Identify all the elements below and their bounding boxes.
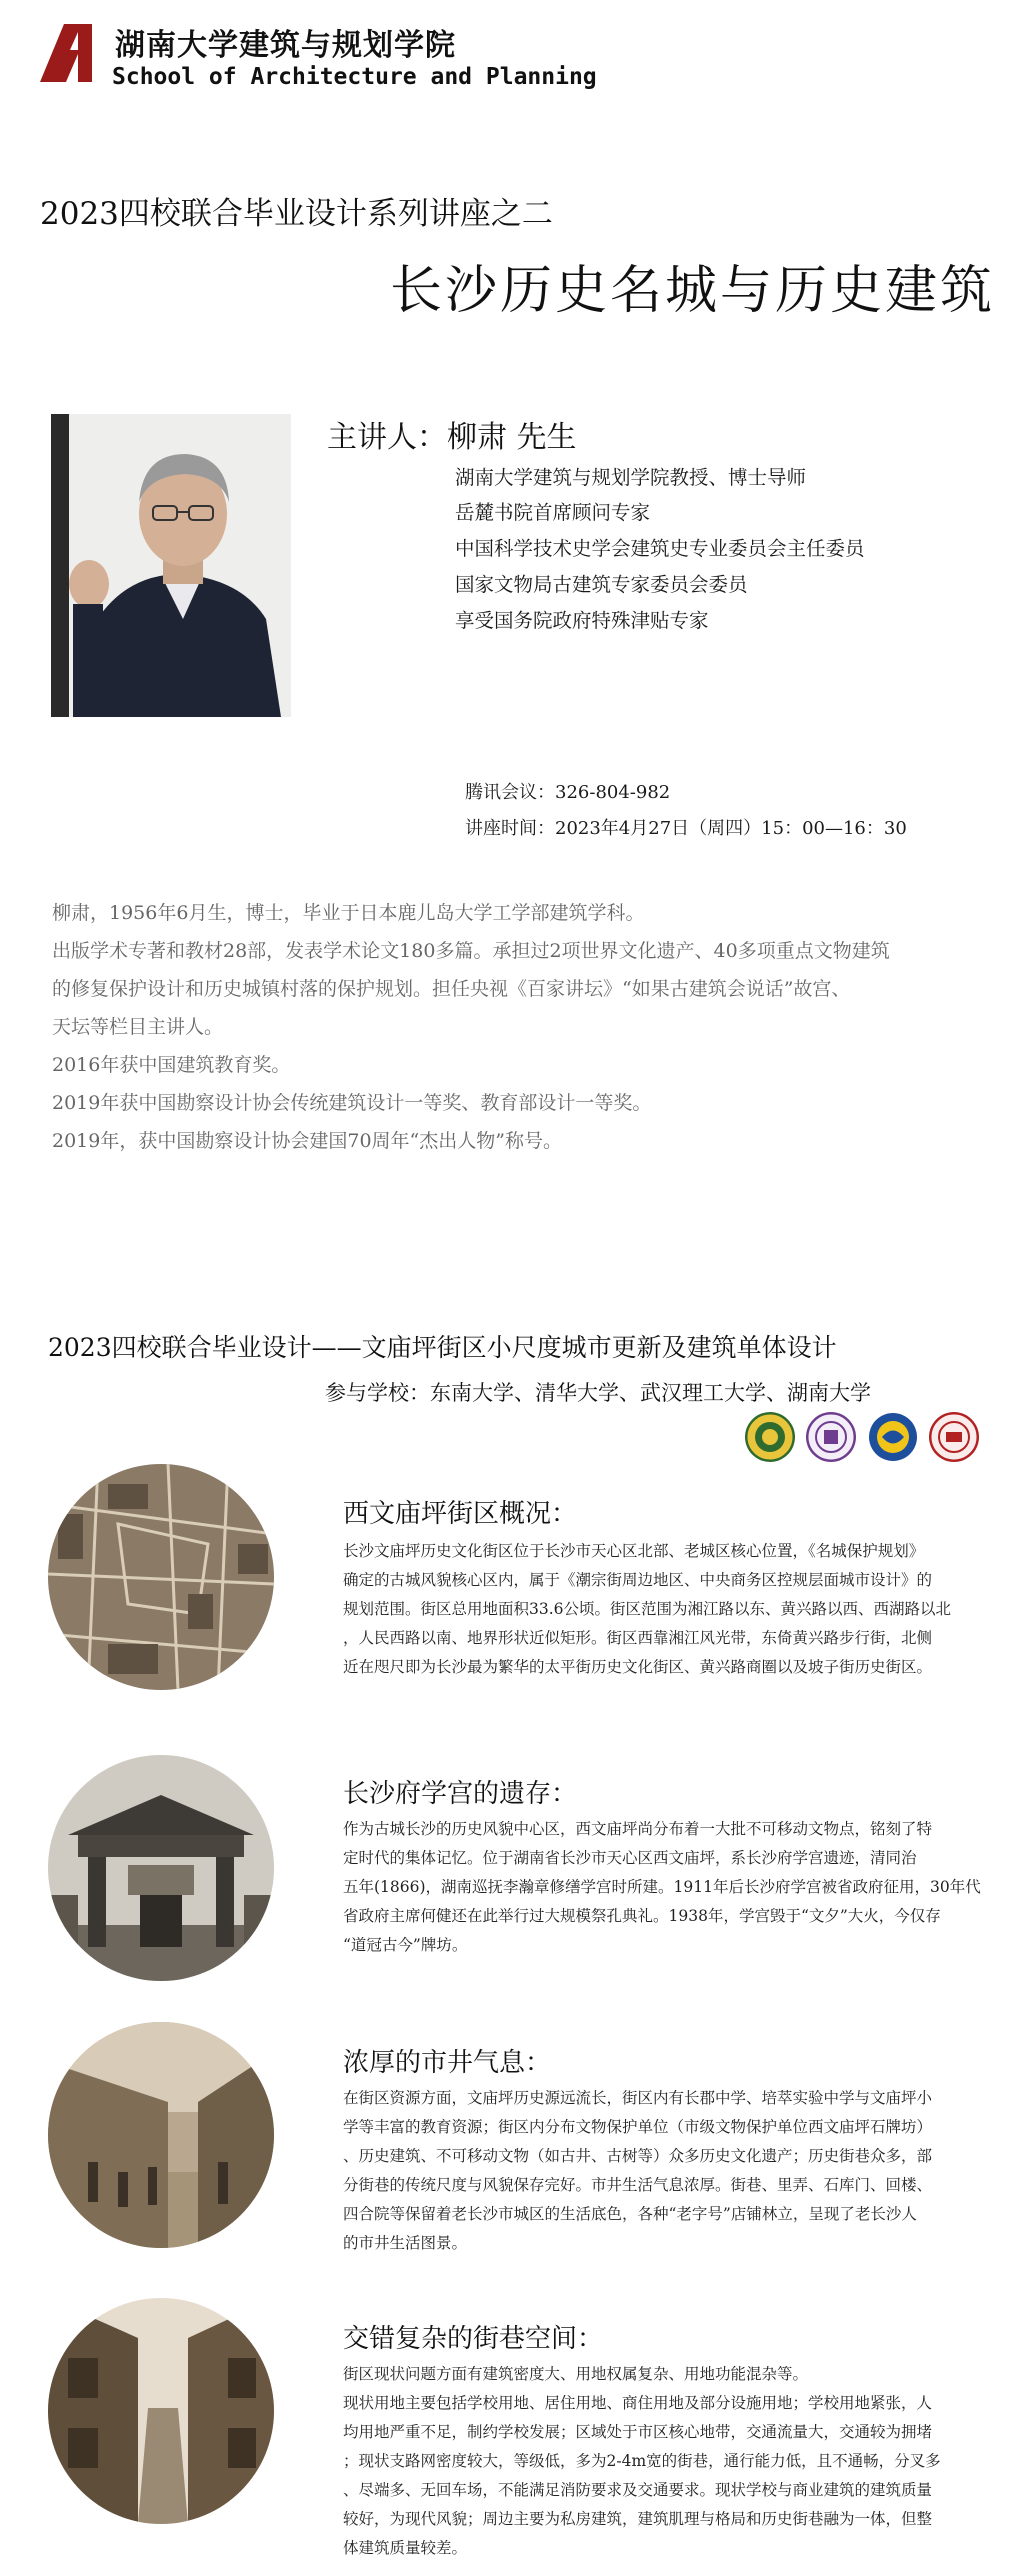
school-name-en: School of Architecture and Planning [112,64,597,90]
university-emblem-icon [745,1412,795,1462]
section-body [343,2360,983,2563]
section-line: 街区现状问题方面有建筑密度大、用地权属复杂、用地功能混杂等。 [343,2365,809,2383]
university-emblem-icon [806,1412,856,1462]
section-body [343,1537,983,1682]
memorial-archway-image [48,1755,274,1981]
section-line: 的市井生活图景。 [343,2234,468,2252]
section-title: 浓厚的市井气息： [343,2048,552,2078]
bio-line: 的修复保护设计和历史城镇村落的保护规划。担任央视《百家讲坛》“如果古建筑会说话”故宫、 [52,978,851,1000]
speaker-name: 主讲人：柳肃 先生 [327,420,577,455]
section-line: ，人民西路以南、地界形状近似矩形。街区西靠湘江风光带，东倚黄兴路步行街，北侧 [343,1629,933,1647]
section-line: ；现状支路网密度较大，等级低，多为2-4m宽的街巷，通行能力低，且不通畅，分叉多 [343,2452,941,2470]
credential-item: 湖南大学建筑与规划学院教授、博士导师 [455,466,807,489]
bio-line: 柳肃，1956年6月生，博士，毕业于日本鹿儿岛大学工学部建筑学科。 [52,902,645,924]
section-title: 长沙府学宫的遗存： [343,1779,578,1809]
participating-schools: 参与学校：东南大学、清华大学、武汉理工大学、湖南大学 [325,1381,871,1405]
speaker-photo [51,414,291,717]
school-name-cn: 湖南大学建筑与规划学院 [115,28,456,63]
section-line: 定时代的集体记忆。位于湖南省长沙市天心区西文庙坪，系长沙府学宫遗迹，清同治 [343,1849,917,1867]
lecture-title: 长沙历史名城与历史建筑 [390,261,996,321]
section-title: 交错复杂的街巷空间： [343,2324,604,2354]
section-line: 确定的古城风貌核心区内，属于《潮宗街周边地区、中央商务区控规层面城市设计》的 [343,1571,933,1589]
section-line: 省政府主席何健还在此举行过大规模祭孔典礼。1938年，学宫毁于“文夕”大火，今仅存 [343,1907,941,1925]
credential-item: 中国科学技术史学会建筑史专业委员会主任委员 [455,537,865,560]
section-line: 分街巷的传统尺度与风貌保存完好。市井生活气息浓厚。街巷、里弄、石库门、回楼、 [343,2176,933,2194]
bio-line: 2016年获中国建筑教育奖。 [52,1054,291,1076]
series-title: 2023四校联合毕业设计系列讲座之二 [40,196,553,232]
credential-item: 国家文物局古建筑专家委员会委员 [455,573,748,596]
street-life-image [48,2022,274,2248]
section-title: 西文庙坪街区概况： [343,1499,578,1529]
section-line: 作为古城长沙的历史风貌中心区，西文庙坪尚分布着一大批不可移动文物点，铭刻了特 [343,1820,933,1838]
section-body [343,2084,983,2258]
school-logo [40,24,92,82]
section-line: 体建筑质量较差。 [343,2539,468,2557]
university-emblem-icon [868,1412,918,1462]
section-line: 、尽端多、无回车场，不能满足消防要求及交通要求。现状学校与商业建筑的建筑质量 [343,2481,933,2499]
bio-line: 2019年，获中国勘察设计协会建国70周年“杰出人物”称号。 [52,1130,562,1152]
section-line: 规划范围。街区总用地面积33.6公顷。街区范围为湘江路以东、黄兴路以西、西湖路以北 [343,1600,952,1618]
section-body [343,1815,983,1960]
meeting-id: 腾讯会议：326-804-982 [465,782,671,803]
section-line: 长沙文庙坪历史文化街区位于长沙市天心区北部、老城区核心位置，《名城保护规划》 [343,1542,925,1560]
section-line: 近在咫尺即为长沙最为繁华的太平街历史文化街区、黄兴路商圈以及坡子街历史街区。 [343,1658,933,1676]
alley-image [48,2298,274,2524]
lecture-time: 讲座时间：2023年4月27日（周四）15：00—16：30 [465,818,907,839]
section-line: 五年(1866)，湖南巡抚李瀚章修缮学宫时所建。1911年后长沙府学宫被省政府征用，30年代 [343,1878,981,1896]
section-line: 较好，为现代风貌；周边主要为私房建筑，建筑肌理与格局和历史街巷融为一体，但整 [343,2510,933,2528]
section-line: 四合院等保留着老长沙市城区的生活底色，各种“老字号”店铺林立，呈现了老长沙人 [343,2205,917,2223]
district-map-image [48,1464,274,1690]
section-line: 学等丰富的教育资源；街区内分布文物保护单位（市级文物保护单位西文庙坪石牌坊） [343,2118,933,2136]
project-title: 2023四校联合毕业设计——文庙坪街区小尺度城市更新及建筑单体设计 [48,1333,837,1362]
bio-line: 出版学术专著和教材28部，发表学术论文180多篇。承担过2项世界文化遗产、40多项重点文物建筑 [52,940,890,962]
section-line: 在街区资源方面，文庙坪历史源远流长，街区内有长郡中学、培萃实验中学与文庙坪小 [343,2089,933,2107]
section-line: 均用地严重不足，制约学校发展；区域处于市区核心地带，交通流量大，交通较为拥堵 [343,2423,933,2441]
credential-item: 享受国务院政府特殊津贴专家 [455,609,709,632]
credential-item: 岳麓书院首席顾问专家 [455,501,651,524]
bio-line: 天坛等栏目主讲人。 [52,1016,224,1038]
section-line: “道冠古今”牌坊。 [343,1936,468,1954]
section-line: 现状用地主要包括学校用地、居住用地、商住用地及部分设施用地；学校用地紧张，人 [343,2394,933,2412]
section-line: 、历史建筑、不可移动文物（如古井、古树等）众多历史文化遗产；历史街巷众多，部 [343,2147,933,2165]
bio-line: 2019年获中国勘察设计协会传统建筑设计一等奖、教育部设计一等奖。 [52,1092,652,1114]
university-emblem-icon [929,1412,979,1462]
